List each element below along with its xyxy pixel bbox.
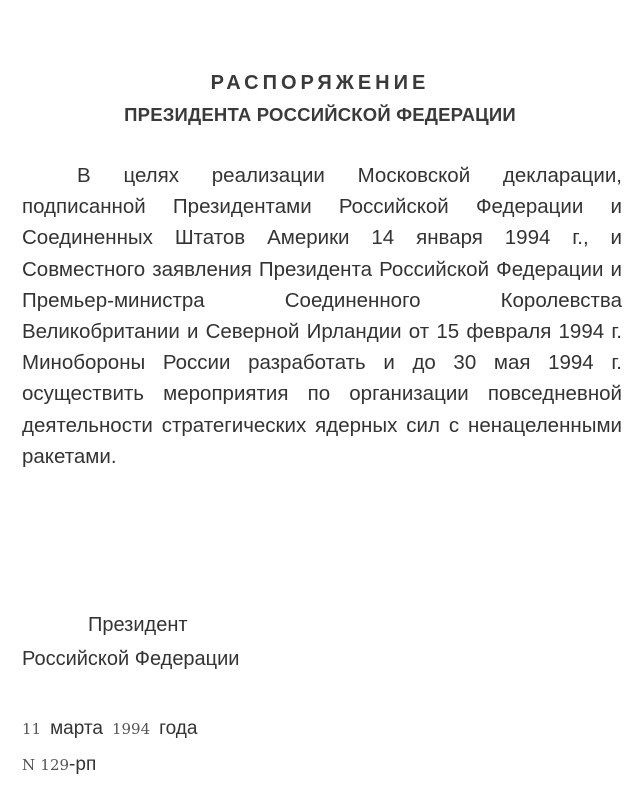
signature-organization: Российской Федерации [22, 648, 240, 670]
number-value: 129 [40, 756, 70, 774]
number-prefix: N [22, 756, 36, 774]
document-number [22, 754, 96, 776]
date-month: марта [50, 718, 103, 739]
document-title: РАСПОРЯЖЕНИЕ [210, 72, 430, 94]
document-subtitle: ПРЕЗИДЕНТА РОССИЙСКОЙ ФЕДЕРАЦИИ [124, 104, 516, 125]
signature-title: Президент [88, 614, 188, 636]
date-suffix: года [159, 718, 198, 739]
number-suffix: -рп [69, 754, 97, 775]
date-day: 11 [22, 720, 42, 738]
date-year: 1994 [111, 720, 151, 738]
document-body: В целях реализации Московской декларации, подписанной Президентами Российской Федерации и Соединенных Штатов Америки 14 января 1994 г., и Совместного заявления Президента Российской Федерации и Премьер-министра Соединенного Королевства Великобритании и Северной Ирландии от 15 февраля 1994 г. Минобороны России разработать и до 30 мая 1994 г. осуществить мероприятия по организации повседневной деятельности стратегических ядерных сил с ненацеленными ракетами. [22, 164, 622, 468]
document-date [22, 718, 197, 740]
